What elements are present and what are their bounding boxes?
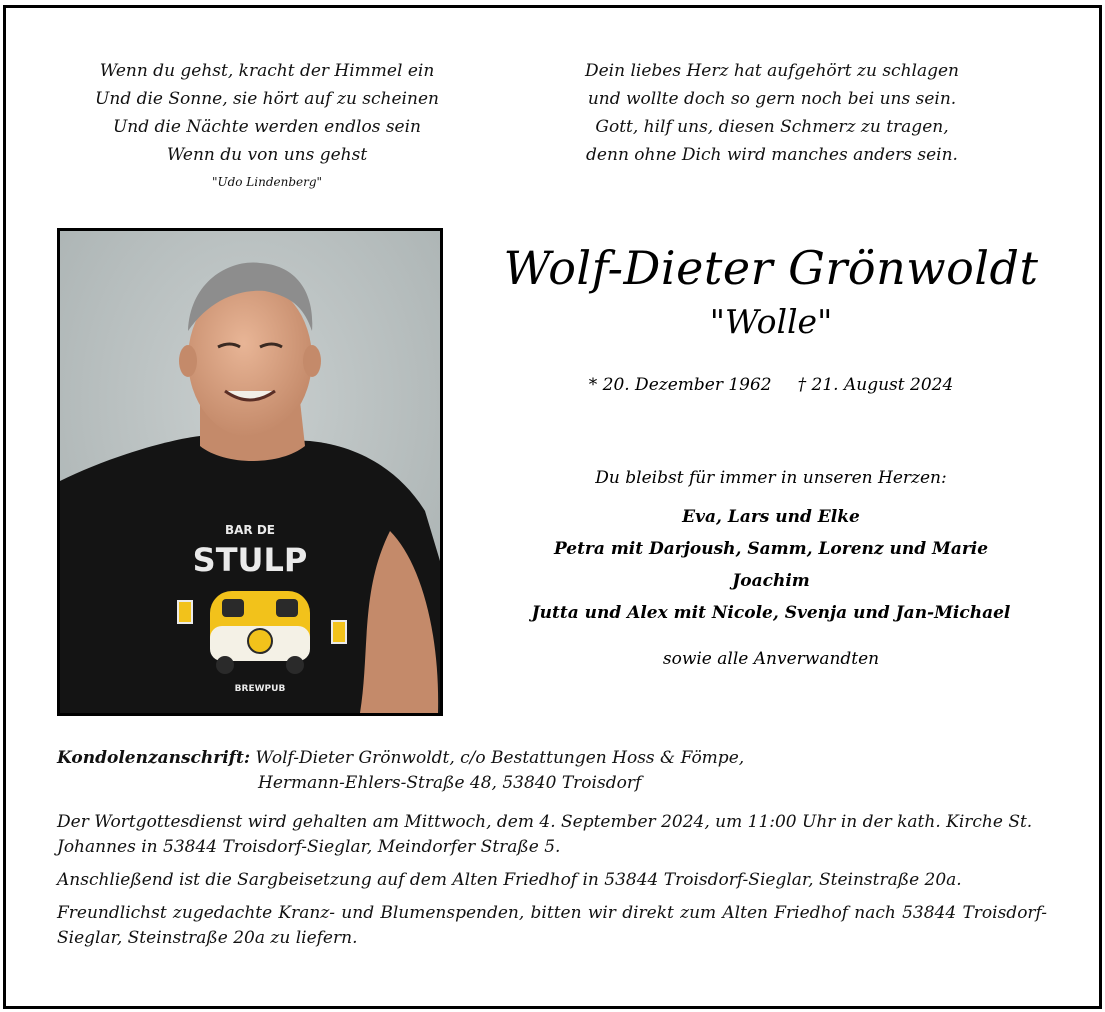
service-info: Der Wortgottesdienst wird gehalten am Mittwoch, dem 4. September 2024, um 11:00 Uhr in der kath. Kirche St. Johannes in 53844 Troisdorf-Sieglar, Meindorfer Straße 5.	[57, 812, 1033, 857]
deceased-name: Wolf-Dieter Grönwoldt	[503, 241, 1039, 295]
condolence-label: Kondolenzanschrift:	[57, 748, 251, 768]
poem-left-line: Und die Sonne, sie hört auf zu scheinen	[95, 89, 439, 109]
poem-right	[550, 57, 994, 169]
relatives-line: sowie alle Anverwandten	[662, 649, 880, 669]
mourner-line: Joachim	[732, 571, 810, 591]
portrait-illustration	[60, 231, 440, 713]
shirt-text-main: STULP	[192, 541, 308, 579]
poem-right-line: und wollte doch so gern noch bei uns sein.	[587, 89, 957, 109]
birth-date: * 20. Dezember 1962	[588, 375, 772, 395]
poem-right-line: denn ohne Dich wird manches anders sein.	[586, 145, 958, 165]
poem-right-line: Gott, hilf uns, diesen Schmerz zu tragen,	[595, 117, 949, 137]
poem-left-line: Wenn du gehst, kracht der Himmel ein	[99, 61, 435, 81]
poem-left-line: Wenn du von uns gehst	[166, 145, 368, 165]
condolence-line2: Hermann-Ehlers-Straße 48, 53840 Troisdorf	[258, 773, 642, 793]
mourner-line: Jutta und Alex mit Nicole, Svenja und Jan-Michael	[531, 603, 1011, 623]
mourning-intro: Du bleibst für immer in unseren Herzen:	[595, 468, 947, 488]
shirt-text-bottom: BREWPUB	[234, 684, 286, 694]
portrait-photo	[57, 228, 443, 716]
poem-right-line: Dein liebes Herz hat aufgehört zu schlagen	[584, 61, 959, 81]
poem-left	[52, 57, 482, 193]
death-date: † 21. August 2024	[797, 375, 954, 395]
shirt-text-top: BAR DE	[224, 523, 276, 537]
poem-attribution: "Udo Lindenberg"	[211, 175, 323, 189]
deceased-nickname: "Wolle"	[709, 302, 833, 341]
mourner-line: Eva, Lars und Elke	[682, 507, 860, 527]
life-dates	[456, 372, 1086, 398]
poem-left-line: Und die Nächte werden endlos sein	[112, 117, 422, 137]
flowers-info: Freundlichst zugedachte Kranz- und Blumenspenden, bitten wir direkt zum Alten Friedhof nach 53844 Troisdorf-Sieglar, Steinstraße 20a zu liefern.	[57, 903, 1047, 948]
condolence-address	[57, 746, 1047, 796]
mourners-list	[456, 501, 1086, 629]
burial-info: Anschließend ist die Sargbeisetzung auf dem Alten Friedhof in 53844 Troisdorf-Sieglar, Steinstraße 20a.	[57, 870, 962, 890]
mourner-line: Petra mit Darjoush, Samm, Lorenz und Marie	[553, 539, 989, 559]
condolence-line1: Wolf-Dieter Grönwoldt, c/o Bestattungen Hoss & Fömpe,	[250, 748, 745, 768]
